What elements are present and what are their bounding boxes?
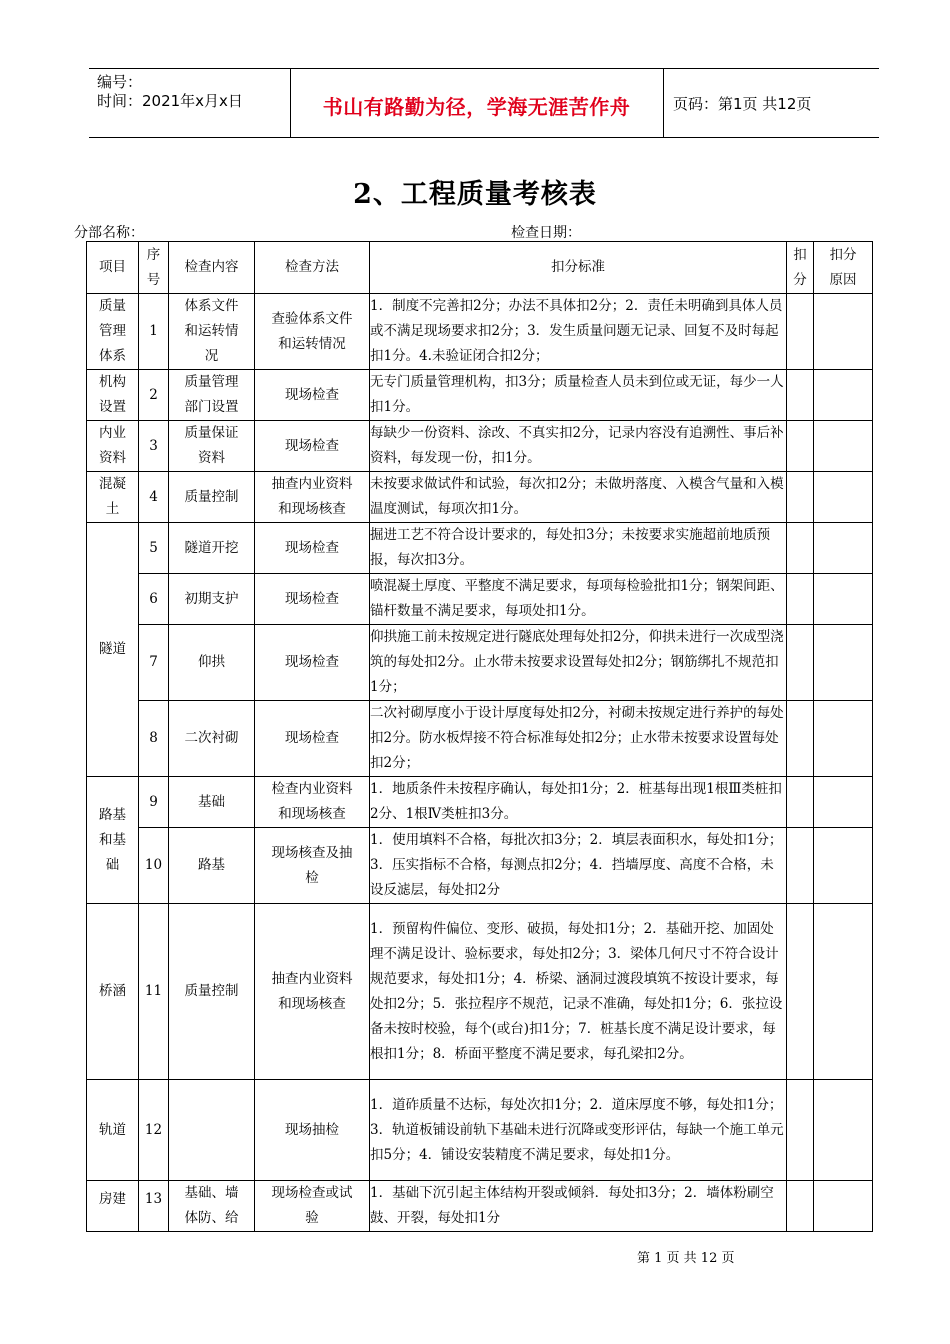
table-row — [87, 294, 873, 370]
deduction-cell — [787, 370, 814, 421]
row-number: 6 — [139, 574, 169, 625]
table-row — [87, 777, 873, 828]
deduction-cell — [787, 701, 814, 777]
deduction-cell — [787, 1181, 814, 1232]
reason-cell — [814, 294, 873, 370]
content-cell: 质量管理部门设置 — [169, 370, 255, 421]
header-content: 检查内容 — [169, 242, 255, 294]
standard-cell: 1．道砟质量不达标，每处次扣1分；2．道床厚度不够，每处扣1分；3．轨道板铺设前轨下基础未进行沉降或变形评估，每缺一个施工单元扣5分；4．铺设安装精度不满足要求，每处扣1分。 — [370, 1080, 787, 1181]
row-number: 10 — [139, 828, 169, 904]
content-cell: 基础、墙体防、给 — [169, 1181, 255, 1232]
method-cell: 现场核查及抽检 — [255, 828, 370, 904]
method-cell: 现场检查 — [255, 574, 370, 625]
standard-cell: 仰拱施工前未按规定进行隧底处理每处扣2分，仰拱未进行一次成型浇筑的每处扣2分。止水带未按要求设置每处扣2分；钢筋绑扎不规范扣1分； — [370, 625, 787, 701]
project-cell: 质量管理体系 — [87, 294, 139, 370]
deduction-cell — [787, 777, 814, 828]
project-cell: 路基和基础 — [87, 777, 139, 904]
deduction-cell — [787, 828, 814, 904]
table-row — [87, 421, 873, 472]
reason-cell — [814, 574, 873, 625]
project-cell: 内业资料 — [87, 421, 139, 472]
content-cell: 初期支护 — [169, 574, 255, 625]
row-number: 9 — [139, 777, 169, 828]
standard-cell: 1．基础下沉引起主体结构开裂或倾斜．每处扣3分；2．墙体粉刷空鼓、开裂，每处扣1分 — [370, 1181, 787, 1232]
content-cell: 隧道开挖 — [169, 523, 255, 574]
reason-cell — [814, 904, 873, 1080]
project-cell: 混凝土 — [87, 472, 139, 523]
project-cell: 桥涵 — [87, 904, 139, 1080]
header-project: 项目 — [87, 242, 139, 294]
table-row — [87, 1080, 873, 1181]
time-label: 时间：2021年x月x日 — [97, 92, 243, 110]
table-row — [87, 523, 873, 574]
deduction-cell — [787, 1080, 814, 1181]
table-row — [87, 1181, 873, 1232]
header-standard: 扣分标准 — [370, 242, 787, 294]
reason-cell — [814, 472, 873, 523]
project-cell: 机构设置 — [87, 370, 139, 421]
row-number: 1 — [139, 294, 169, 370]
quality-assessment-table — [86, 241, 873, 1232]
method-cell: 抽查内业资料和现场核查 — [255, 904, 370, 1080]
deduction-cell — [787, 294, 814, 370]
row-number: 3 — [139, 421, 169, 472]
header-motto: 书山有路勤为径，学海无涯苦作舟 — [322, 95, 631, 119]
row-number: 13 — [139, 1181, 169, 1232]
content-cell: 体系文件和运转情况 — [169, 294, 255, 370]
table-row — [87, 828, 873, 904]
reason-cell — [814, 370, 873, 421]
method-cell: 查验体系文件和运转情况 — [255, 294, 370, 370]
content-cell: 仰拱 — [169, 625, 255, 701]
method-cell: 现场检查 — [255, 523, 370, 574]
standard-cell: 未按要求做试件和试验，每次扣2分；未做坍落度、入模含气量和入模温度测试，每项次扣1分。 — [370, 472, 787, 523]
deduction-cell — [787, 472, 814, 523]
project-cell: 隧道 — [87, 523, 139, 777]
deduction-cell — [787, 523, 814, 574]
standard-cell: 每缺少一份资料、涂改、不真实扣2分，记录内容没有追溯性、事后补资料，每发现一份，扣1分。 — [370, 421, 787, 472]
standard-cell: 1．使用填料不合格，每批次扣3分；2．填层表面积水，每处扣1分；3．压实指标不合格，每测点扣2分；4．挡墙厚度、高度不合格，未设反滤层，每处扣2分 — [370, 828, 787, 904]
reason-cell — [814, 523, 873, 574]
row-number: 4 — [139, 472, 169, 523]
standard-cell: 喷混凝土厚度、平整度不满足要求，每项每检验批扣1分；钢架间距、锚杆数量不满足要求，每项处扣1分。 — [370, 574, 787, 625]
row-number: 2 — [139, 370, 169, 421]
deduction-cell — [787, 625, 814, 701]
method-cell: 现场检查 — [255, 701, 370, 777]
code-label: 编号： — [97, 73, 143, 91]
row-number: 7 — [139, 625, 169, 701]
content-cell: 路基 — [169, 828, 255, 904]
division-name-label: 分部名称： — [74, 225, 144, 241]
content-cell: 质量控制 — [169, 472, 255, 523]
method-cell: 现场检查 — [255, 421, 370, 472]
standard-cell: 二次衬砌厚度小于设计厚度每处扣2分，衬砌未按规定进行养护的每处扣2分。防水板焊接不符合标准每处扣2分；止水带未按要求设置每处扣2分； — [370, 701, 787, 777]
header-meta — [97, 73, 243, 111]
table-row — [87, 574, 873, 625]
content-cell: 质量控制 — [169, 904, 255, 1080]
row-number: 11 — [139, 904, 169, 1080]
header-divider — [663, 69, 664, 137]
reason-cell — [814, 701, 873, 777]
deduction-cell — [787, 904, 814, 1080]
reason-cell — [814, 625, 873, 701]
row-number: 5 — [139, 523, 169, 574]
content-cell: 二次衬砌 — [169, 701, 255, 777]
content-cell: 基础 — [169, 777, 255, 828]
header-page-info: 页码：第1页 共12页 — [673, 95, 812, 113]
table-header-row — [87, 242, 873, 294]
method-cell: 现场检查或试验 — [255, 1181, 370, 1232]
table-row — [87, 701, 873, 777]
reason-cell — [814, 421, 873, 472]
standard-cell: 无专门质量管理机构，扣3分；质量检查人员未到位或无证，每少一人扣1分。 — [370, 370, 787, 421]
deduction-cell — [787, 421, 814, 472]
header-reason: 扣分原因 — [814, 242, 873, 294]
method-cell: 现场检查 — [255, 370, 370, 421]
reason-cell — [814, 828, 873, 904]
method-cell: 检查内业资料和现场核查 — [255, 777, 370, 828]
row-number: 8 — [139, 701, 169, 777]
document-header — [89, 68, 879, 138]
content-cell: 质量保证资料 — [169, 421, 255, 472]
page-footer: 第 1 页 共 12 页 — [637, 1251, 735, 1266]
content-cell — [169, 1080, 255, 1181]
method-cell: 抽查内业资料和现场核查 — [255, 472, 370, 523]
header-deduction: 扣分 — [787, 242, 814, 294]
deduction-cell — [787, 574, 814, 625]
project-cell: 房建 — [87, 1181, 139, 1232]
header-method: 检查方法 — [255, 242, 370, 294]
standard-cell: 1．制度不完善扣2分；办法不具体扣2分；2．责任未明确到具体人员或不满足现场要求扣2分；3．发生质量问题无记录、回复不及时每起扣1分。4.未验证闭合扣2分； — [370, 294, 787, 370]
header-no: 序号 — [139, 242, 169, 294]
reason-cell — [814, 777, 873, 828]
standard-cell: 掘进工艺不符合设计要求的，每处扣3分；未按要求实施超前地质预报，每次扣3分。 — [370, 523, 787, 574]
reason-cell — [814, 1080, 873, 1181]
document-title: 2、工程质量考核表 — [353, 179, 597, 210]
table-row — [87, 625, 873, 701]
table-row — [87, 904, 873, 1080]
inspection-date-label: 检查日期： — [511, 225, 581, 241]
table-row — [87, 370, 873, 421]
row-number: 12 — [139, 1080, 169, 1181]
project-cell: 轨道 — [87, 1080, 139, 1181]
method-cell: 现场检查 — [255, 625, 370, 701]
reason-cell — [814, 1181, 873, 1232]
method-cell: 现场抽检 — [255, 1080, 370, 1181]
table-row — [87, 472, 873, 523]
standard-cell: 1．地质条件未按程序确认，每处扣1分；2．桩基每出现1根Ⅲ类桩扣2分、1根Ⅳ类桩扣3分。 — [370, 777, 787, 828]
standard-cell: 1．预留构件偏位、变形、破损，每处扣1分；2．基础开挖、加固处理不满足设计、验标要求，每处扣2分；3．梁体几何尺寸不符合设计规范要求，每处扣1分；4．桥梁、涵洞过渡段填筑不按设计要求，每处扣2分；5．张拉程序不规范，记录不准确，每处扣1分；6．张拉设备未按时校验，每个(或台)扣1分；7．桩基长度不满足设计要求，每根扣1分；8．桥面平整度不满足要求，每孔梁扣2分。 — [370, 904, 787, 1080]
